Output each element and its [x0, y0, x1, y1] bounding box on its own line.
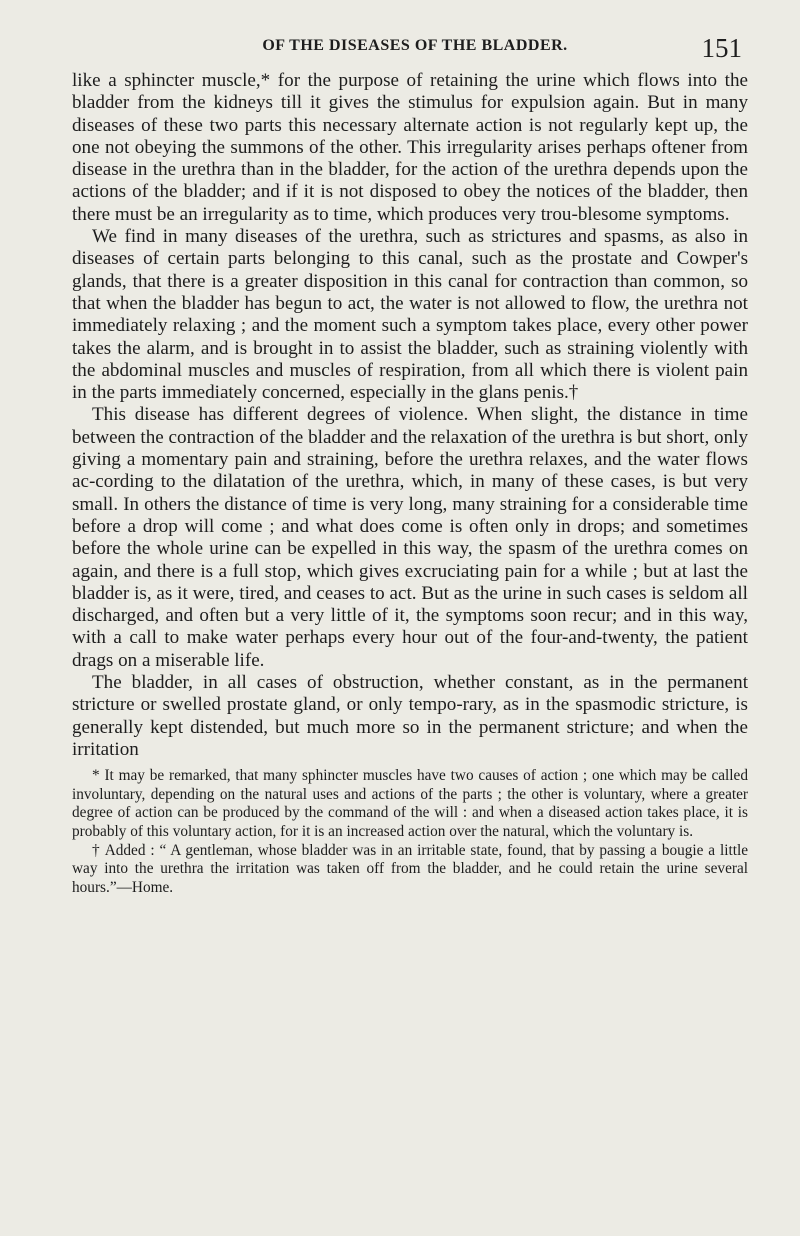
body-text: [72, 70, 748, 761]
page-number: 151: [701, 33, 742, 63]
footnote: † Added : “ A gentleman, whose bladder was in an irritable state, found, that by passing a bougie a little way into the urethra the irritation was taken off from the bladder, and he could retain the urine several hours.”—Home.: [72, 841, 748, 896]
paragraph: like a sphincter muscle,* for the purpose of retaining the urine which flows into the bladder from the kidneys till it gives the stimulus for expulsion again. But in many diseases of these two parts this necessary alternate action is not regularly kept up, the one not obeying the summons of the other. This irregularity arises perhaps oftener from disease in the urethra than in the bladder, for the action of the urethra depends upon the actions of the bladder; and if it is not disposed to obey the notices of the bladder, then there must be an irregularity as to time, which produces very trou-blesome symptoms.: [72, 70, 748, 225]
paragraph: The bladder, in all cases of obstruction, whether constant, as in the permanent stricture or swelled prostate gland, or only tempo-rary, as in the spasmodic stricture, is generally kept distended, but much more so in the permanent stricture; and when the irritation: [72, 672, 748, 760]
footnotes: [72, 767, 748, 897]
page-header: [72, 34, 748, 70]
paragraph: We find in many diseases of the urethra, such as strictures and spasms, as also in diseases of certain parts belonging to this canal, such as the prostate and Cowper's glands, that there is a greater disposition in this canal for contraction than common, so that when the bladder has begun to act, the water is not allowed to flow, the urethra not immediately relaxing ; and the moment such a symptom takes place, every other power takes the alarm, and is brought in to assist the bladder, such as straining violently with the abdominal muscles and muscles of respiration, from all which there is violent pain in the parts immediately concerned, especially in the glans penis.†: [72, 226, 748, 404]
running-head: OF THE DISEASES OF THE BLADDER.: [262, 37, 568, 54]
footnote: * It may be remarked, that many sphincter muscles have two causes of action ; one which may be called involuntary, depending on the natural uses and actions of the parts ; the other is voluntary, where a greater degree of action can be produced by the command of the will : and when a diseased action takes place, it is probably of this voluntary action, for it is an increased action over the natural, which the voluntary is.: [72, 767, 748, 840]
paragraph: This disease has different degrees of violence. When slight, the distance in time between the contraction of the bladder and the relaxation of the urethra is but short, only giving a momentary pain and straining, before the urethra relaxes, and the water flows ac-cording to the dilatation of the urethra, which, in many of these cases, is but very small. In others the distance of time is very long, many straining for a considerable time before a drop will come ; and what does come is often only in drops; and sometimes before the whole urine can be expelled in this way, the spasm of the urethra comes on again, and there is a full stop, which gives excruciating pain for a while ; but at last the bladder is, as it were, tired, and ceases to act. But as the urine in such cases is seldom all discharged, and often but a very little of it, the symptoms soon recur; and in this way, with a call to make water perhaps every hour out of the four-and-twenty, the patient drags on a miserable life.: [72, 404, 748, 671]
